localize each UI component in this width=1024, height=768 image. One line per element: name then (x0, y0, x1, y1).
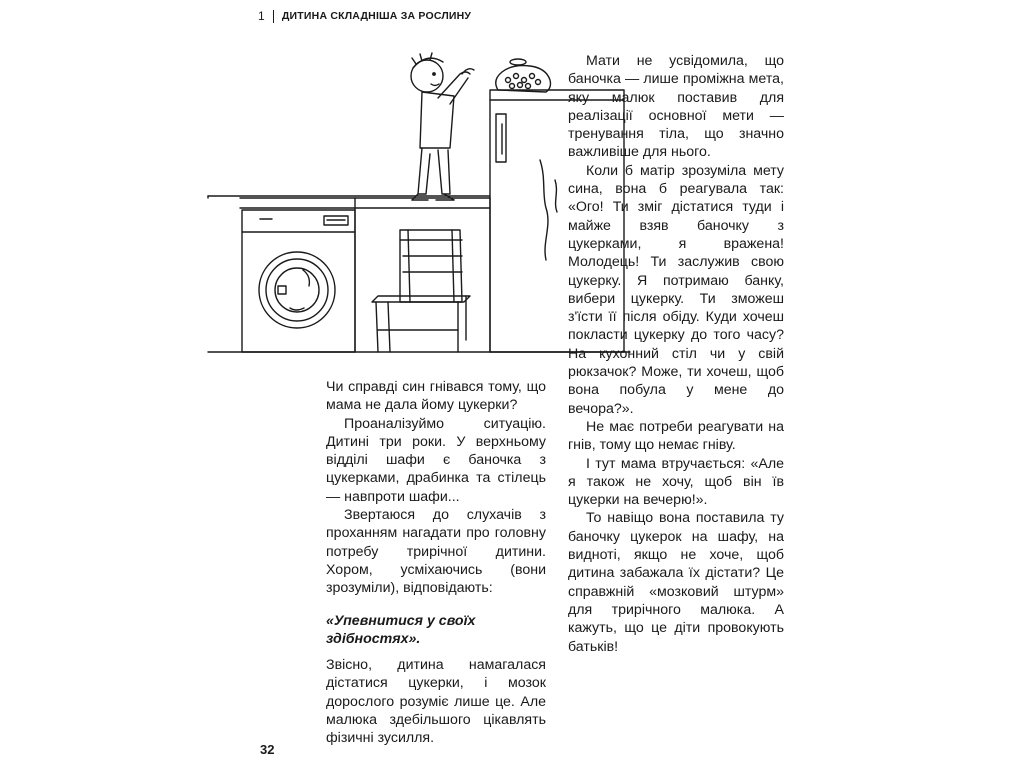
paragraph: То навіщо вона поставила ту баночку цукерок на шафу, на видноті, якщо не хоче, щоб дитина забажала їх дістати? Це справжній «мозковий штурм» для трирічного малюка. А кажуть, що це діти провокують батьків! (568, 510, 784, 655)
chapter-number: 1 (258, 9, 265, 23)
chapter-title: ДИТИНА СКЛАДНІША ЗА РОСЛИНУ (281, 10, 472, 22)
paragraph: Проаналізуймо ситуацію. Дитині три роки. У верхньому відділі шафи є баночка з цукерками, драбинка та стілець — навпроти шафи... (326, 415, 546, 505)
paragraph: Мати не усвідомила, що баночка — лише проміжна мета, яку малюк поставив для реалізації основної мети — тренування тіла, що значно важливіше для нього. (568, 53, 784, 161)
paragraph: Не має потреби реагувати на гнів, тому що немає гніву. (568, 418, 784, 454)
boy-figure-icon (411, 53, 474, 200)
right-text-column (568, 52, 784, 656)
paragraph: Чи справді син гнівався тому, що мама не дала йому цукерки? (326, 379, 546, 414)
emphasis-quote: «Упевнитися у своїх здібностях». (326, 612, 476, 647)
running-header (258, 6, 471, 26)
paragraph: І тут мама втручається: «Але я також не хочу, щоб він їв цукерки на вечерю!». (568, 455, 784, 509)
page-number: 32 (260, 742, 275, 757)
header-divider (273, 10, 274, 23)
paragraph: Коли б матір зрозуміла мету сина, вона б реагувала так: «Ого! Ти зміг дістатися туди і майже взяв баночку з цукерками, я вражена! Молодець! Ти заслужив свою цукерку. Я потримаю банку, вибери цукерку. Ти зможеш з'їсти її після обіду. Куди хочеш покласти цукерку до того часу? На кухонний стіл чи у свій рюкзачок? Може, ти хочеш, щоб вона побула у мене до вечора?». (568, 162, 784, 417)
left-text-column (326, 378, 546, 748)
counter (240, 198, 490, 352)
paragraph: Звісно, дитина намагалася дістатися цукерки, і мозок дорослого розуміє лише це. Але малюка здебільшого цікавлять фізичні зусилля. (326, 657, 546, 747)
washing-machine-icon (242, 210, 355, 352)
candy-jar-icon (496, 59, 551, 92)
paragraph: Звертаюся до слухачів з проханням нагадати про головну потребу трирічної дитини. Хором, усміхаючись (вони зрозуміли), відповідають: (326, 507, 546, 597)
chair-icon (372, 230, 470, 352)
